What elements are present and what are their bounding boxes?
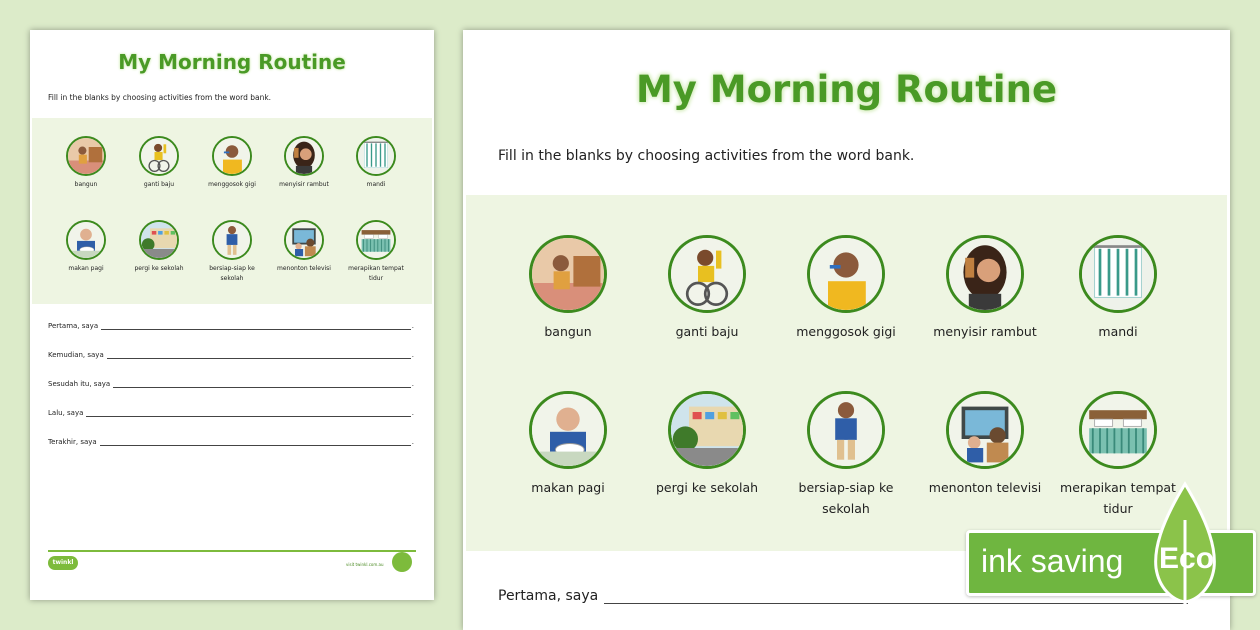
girl-combing-hair-icon [284,136,324,176]
person-waking-icon [66,136,106,176]
word-bank-label: menggosok gigi [208,181,256,188]
boy-brushing-teeth-icon [807,235,885,313]
word-bank-item [124,136,194,190]
sentence-prefix: Sesudah itu, saya [48,380,111,388]
footer-divider [48,550,416,552]
boy-eating-breakfast-icon [66,220,106,260]
girl-combing-hair-icon [946,235,1024,313]
sentence-prefix: Pertama, saya [498,588,599,604]
answer-blank[interactable] [101,322,411,330]
shower-curtain-icon [356,136,396,176]
sentence-end: . [411,380,414,388]
word-bank-label: menonton televisi [277,265,331,272]
word-bank-item [920,391,1050,499]
shower-curtain-icon [1079,235,1157,313]
word-bank-label: bersiap-siap ke sekolah [798,480,894,516]
sentence-prefix: Pertama, saya [48,322,99,330]
boy-brushing-teeth-icon [212,136,252,176]
word-bank [32,118,432,304]
person-dressing-icon [668,235,746,313]
watching-tv-icon [284,220,324,260]
word-bank-label: bangun [544,324,592,339]
sentence-end: . [411,351,414,359]
sentence-prefix: Terakhir, saya [48,438,97,446]
school-building-icon [139,220,179,260]
person-waking-icon [529,235,607,313]
word-bank-item [51,136,121,190]
word-bank-label: menonton televisi [928,480,1042,495]
sentence-prefix: Lalu, saya [48,409,84,417]
answer-blank[interactable] [100,438,411,446]
worksheet-title: My Morning Routine [635,68,1058,111]
word-bank-item [781,391,911,519]
word-bank-item [503,235,633,343]
answer-blank[interactable] [113,380,411,388]
sentence-end: . [411,409,414,417]
bed-icon [356,220,396,260]
word-bank-label: menyisir rambut [279,181,329,188]
watching-tv-icon [946,391,1024,469]
word-bank-item [781,235,911,343]
word-bank-label: ganti baju [675,324,739,339]
boy-eating-breakfast-icon [529,391,607,469]
word-bank-label: bangun [74,181,98,188]
word-bank-label: ganti baju [143,181,175,188]
word-bank-item [1053,235,1183,343]
bed-icon [1079,391,1157,469]
sentence-end: . [411,438,414,446]
answer-blank[interactable] [86,409,410,417]
footer-site: visit twinkl.com.au [346,562,384,567]
sentence-line [48,409,414,417]
word-bank-label: bersiap-siap ke sekolah [209,265,255,282]
boy-getting-ready-icon [807,391,885,469]
word-bank-item [269,136,339,190]
sentence-prefix: Kemudian, saya [48,351,104,359]
word-bank-label: pergi ke sekolah [655,480,759,495]
worksheet-instructions: Fill in the blanks by choosing activities from the word bank. [48,93,272,102]
word-bank-item [197,220,267,283]
word-bank-item [642,235,772,343]
word-bank-label: mandi [366,181,386,188]
word-bank-item [642,391,772,499]
word-bank-label: pergi ke sekolah [134,265,184,272]
word-bank-item [51,220,121,274]
worksheet-instructions: Fill in the blanks by choosing activities from the word bank. [498,148,915,164]
sentence-line [48,322,414,330]
word-bank-label: merapikan tempat tidur [1060,480,1176,516]
word-bank [466,195,1227,551]
word-bank-item [269,220,339,274]
word-bank-label: menggosok gigi [796,324,896,339]
sentence-end: . [411,322,414,330]
sentence-line [48,438,414,446]
person-dressing-icon [139,136,179,176]
eco-label: Eco [1159,542,1215,575]
sentence-line [48,380,414,388]
school-building-icon [668,391,746,469]
worksheet-thumbnail [30,30,434,600]
word-bank-item [341,220,411,283]
word-bank-label: mandi [1098,324,1138,339]
word-bank-item [920,235,1050,343]
word-bank-item [197,136,267,190]
word-bank-label: makan pagi [531,480,605,495]
ink-saving-text: ink saving [981,543,1124,579]
word-bank-label: makan pagi [68,265,104,272]
worksheet-title: My Morning Routine [118,50,346,74]
word-bank-label: menyisir rambut [933,324,1037,339]
word-bank-item [341,136,411,190]
twinkl-logo: twinkl [48,556,78,570]
boy-getting-ready-icon [212,220,252,260]
word-bank-label: merapikan tempat tidur [348,265,404,282]
sentence-line [48,351,414,359]
answer-blank[interactable] [107,351,411,359]
quality-badge-icon [392,552,412,572]
word-bank-item [124,220,194,274]
word-bank-item [503,391,633,499]
